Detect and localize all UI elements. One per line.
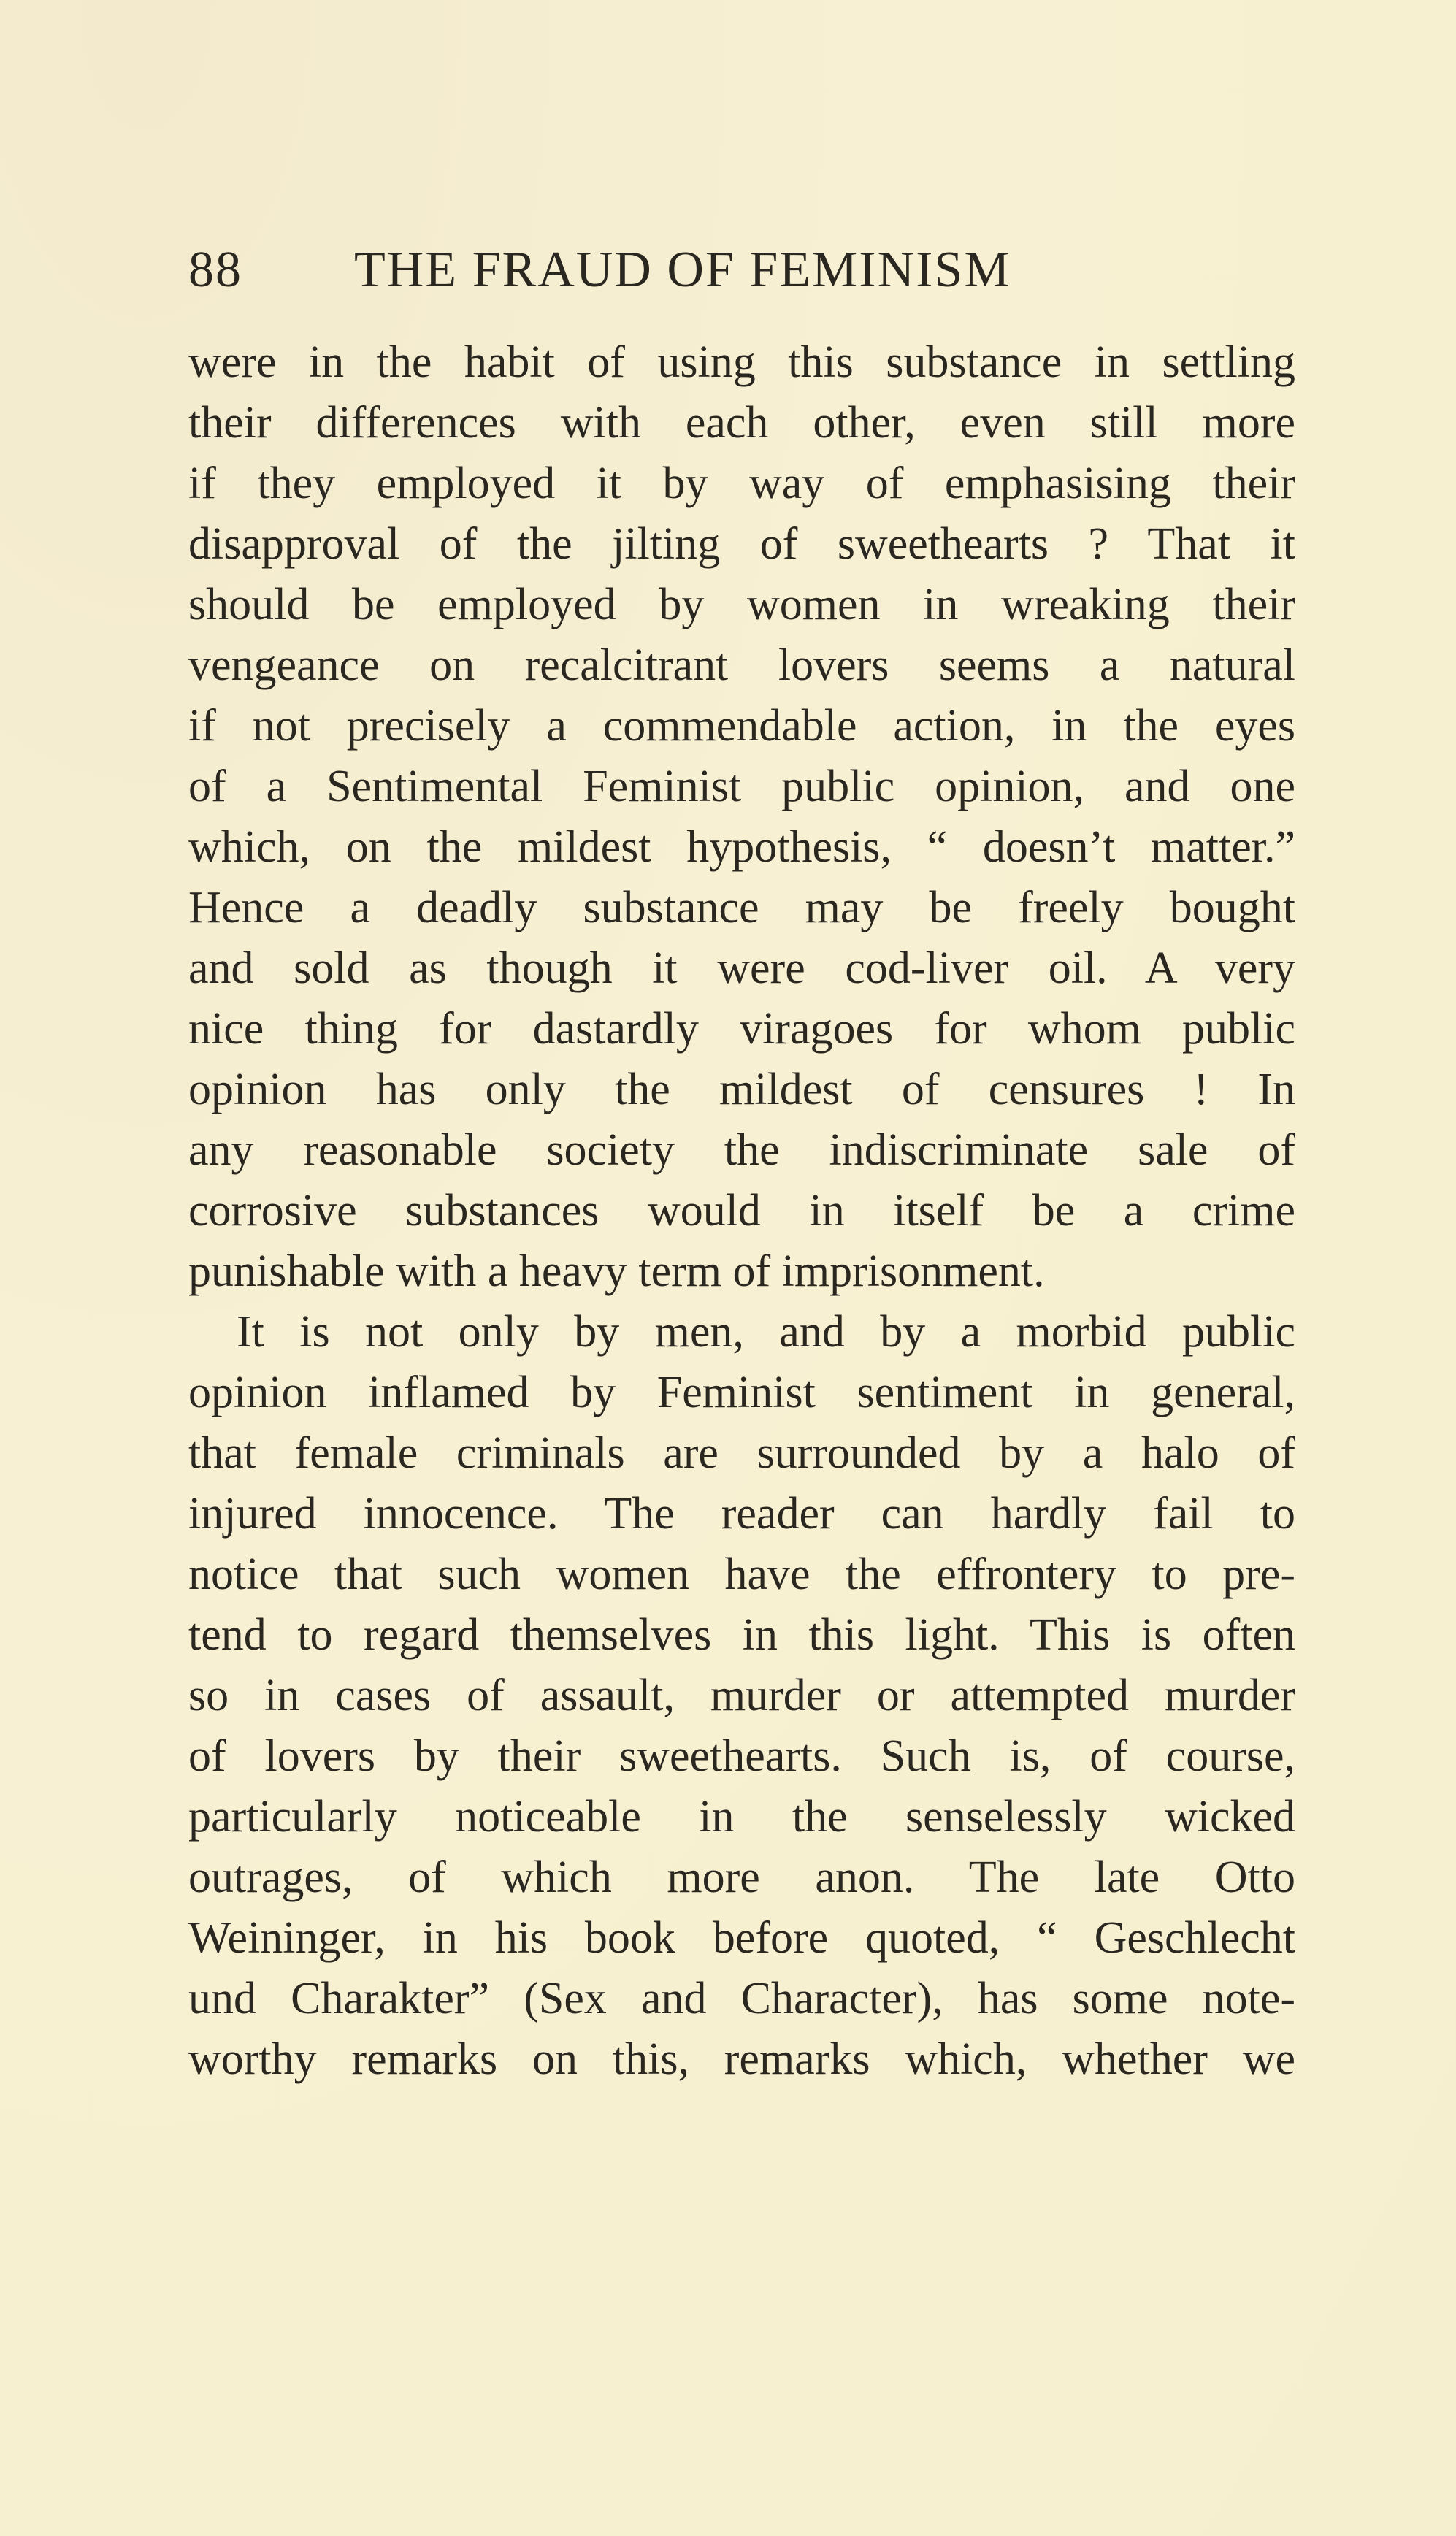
text-line: particularly noticeable in the senselessly wicked: [188, 1792, 1295, 1842]
text-line: their differences with each other, even still more: [188, 398, 1295, 448]
text-line: of a Sentimental Feminist public opinion, and one: [188, 762, 1295, 811]
text-line: so in cases of assault, murder or attempted murder: [188, 1671, 1295, 1720]
text-line: worthy remarks on this, remarks which, whether we: [188, 2034, 1295, 2084]
text-line: vengeance on recalcitrant lovers seems a natural: [188, 640, 1295, 690]
text-line: Hence a deadly substance may be freely bought: [188, 883, 1295, 932]
page-number: 88: [188, 242, 242, 298]
text-line: tend to regard themselves in this light. This is often: [188, 1610, 1295, 1660]
text-line: should be employed by women in wreaking their: [188, 580, 1295, 629]
text-line: which, on the mildest hypothesis, “ doesn’t matter.”: [188, 822, 1295, 872]
text-line: corrosive substances would in itself be a crime: [188, 1186, 1295, 1236]
text-line: opinion has only the mildest of censures ! In: [188, 1065, 1295, 1114]
body-text: [188, 332, 1295, 2090]
text-line: if they employed it by way of emphasising their: [188, 459, 1295, 508]
text-line: if not precisely a commendable action, in the eyes: [188, 701, 1295, 751]
running-title: THE FRAUD OF FEMINISM: [354, 242, 1011, 298]
text-line: outrages, of which more anon. The late Otto: [188, 1853, 1295, 1902]
text-line: notice that such women have the effrontery to pre-: [188, 1549, 1295, 1599]
text-line: Weininger, in his book before quoted, “ Geschlecht: [188, 1913, 1295, 1963]
text-line: opinion inflamed by Feminist sentiment in general,: [188, 1368, 1295, 1417]
text-line: that female criminals are surrounded by a halo of: [188, 1428, 1295, 1478]
text-line: any reasonable society the indiscriminate sale of: [188, 1125, 1295, 1175]
text-line: injured innocence. The reader can hardly fail to: [188, 1489, 1295, 1539]
text-line: und Charakter” (Sex and Character), has some note-: [188, 1974, 1295, 2023]
text-line: were in the habit of using this substance in settling: [188, 337, 1295, 387]
paragraph-end-line: punishable with a heavy term of imprisonment.: [188, 1246, 1045, 1296]
text-line: and sold as though it were cod-liver oil. A very: [188, 943, 1295, 993]
text-line: nice thing for dastardly viragoes for whom public: [188, 1004, 1295, 1054]
text-line: disapproval of the jilting of sweethearts ? That it: [188, 519, 1295, 569]
running-head: [188, 234, 1284, 307]
text-line: of lovers by their sweethearts. Such is, of course,: [188, 1731, 1295, 1781]
paragraph-start-line: It is not only by men, and by a morbid public: [237, 1307, 1295, 1357]
